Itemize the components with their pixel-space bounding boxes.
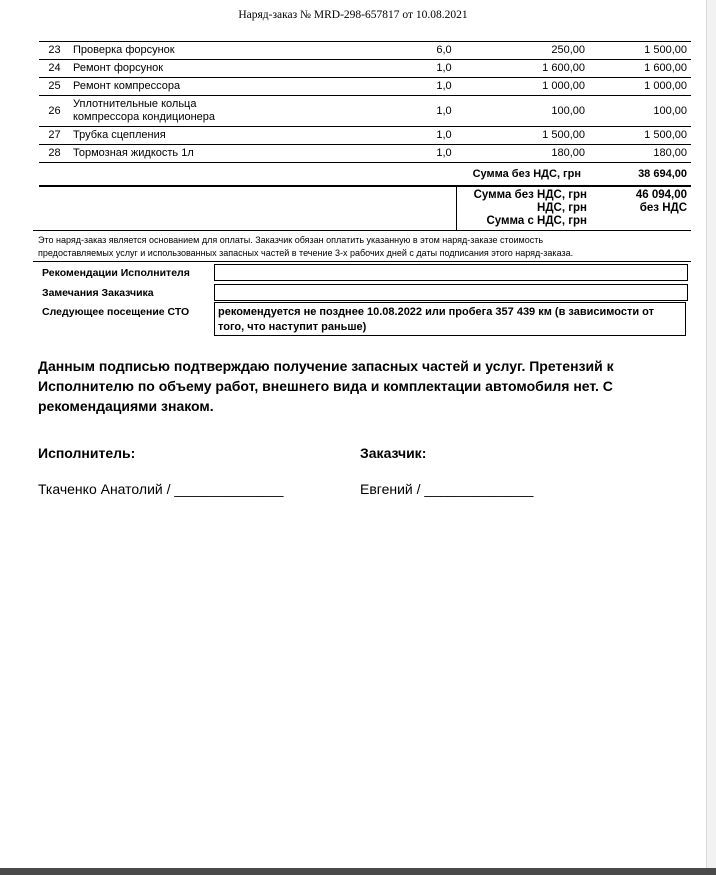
item-number: 26 [39, 96, 70, 127]
item-quantity: 6,0 [406, 42, 482, 60]
item-number: 27 [39, 127, 70, 145]
totals-block [39, 187, 691, 230]
executor-recommendations-label: Рекомендации Исполнителя [42, 267, 190, 279]
table-row [39, 96, 691, 127]
item-name-line-2: компрессора кондиционера [73, 111, 216, 123]
payment-note [38, 234, 698, 260]
totals-bottom-rule [33, 230, 691, 231]
table-row [39, 78, 691, 96]
item-price: 180,00 [482, 145, 603, 163]
document-header: Наряд-заказ № MRD-298-657817 от 10.08.2021 [238, 9, 468, 21]
customer-remarks-label: Замечания Заказчика [42, 287, 154, 299]
executor-signature-label: Исполнитель: [38, 445, 136, 461]
item-name: Ремонт компрессора [70, 78, 406, 96]
total-no-vat-value: 46 094,00 [635, 189, 687, 201]
total-no-vat-label: Сумма без НДС, грн [473, 189, 587, 201]
confirmation-text: Данным подписью подтверждаю получение запасных частей и услуг. Претензий к Исполнителю по объему работ, внешнего вида и комплектации автомобиля нет. С рекомендациями знаком. [38, 358, 614, 414]
table-row [39, 60, 691, 78]
item-name: Тормозная жидкость 1л [70, 145, 406, 163]
totals-divider [456, 187, 457, 230]
item-price: 1 500,00 [482, 127, 603, 145]
next-visit-field: рекомендуется не позднее 10.08.2022 или пробега 357 439 км (в зависимости от того, что наступит раньше) [214, 302, 686, 336]
customer-remarks-field[interactable] [214, 284, 688, 301]
item-number: 25 [39, 78, 70, 96]
item-quantity: 1,0 [406, 60, 482, 78]
next-visit-label: Следующее посещение СТО [42, 306, 190, 318]
item-quantity: 1,0 [406, 96, 482, 127]
item-name-line-1: Уплотнительные кольца [73, 98, 197, 110]
item-quantity: 1,0 [406, 78, 482, 96]
subtotal-value: 38 694,00 [638, 168, 687, 180]
note-bottom-rule [33, 261, 691, 262]
item-number: 23 [39, 42, 70, 60]
customer-signature-line: Евгений / ______________ [360, 481, 534, 497]
customer-signature-label: Заказчик: [360, 445, 427, 461]
item-sum: 1 600,00 [603, 60, 691, 78]
subtotal-label: Сумма без НДС, грн [472, 168, 581, 180]
table-row [39, 127, 691, 145]
item-quantity: 1,0 [406, 127, 482, 145]
payment-note-line-2: предоставляемых услуг и использованных запасных частей в течение 3-х рабочих дней с даты подписания этого наряд-заказа. [38, 248, 574, 258]
item-sum: 1 500,00 [603, 42, 691, 60]
totals-labels [474, 189, 587, 228]
item-price: 1 600,00 [482, 60, 603, 78]
executor-signature-line: Ткаченко Анатолий / ______________ [38, 481, 284, 497]
item-number: 28 [39, 145, 70, 163]
item-sum: 180,00 [603, 145, 691, 163]
payment-note-line-1: Это наряд-заказ является основанием для оплаты. Заказчик обязан оплатить указанную в этом наряд-заказе стоимость [38, 235, 544, 245]
viewer-bottom-bar [0, 868, 716, 875]
item-price: 100,00 [482, 96, 603, 127]
table-row [39, 145, 691, 163]
item-sum: 1 000,00 [603, 78, 691, 96]
item-name: Проверка форсунок [70, 42, 406, 60]
table-row [39, 42, 691, 60]
totals-values [636, 189, 687, 215]
item-name: Ремонт форсунок [70, 60, 406, 78]
item-sum: 100,00 [603, 96, 691, 127]
executor-recommendations-field[interactable] [214, 264, 688, 281]
total-vat-label: НДС, грн [537, 202, 587, 214]
total-with-vat-label: Сумма с НДС, грн [486, 215, 587, 227]
subtotal-row [39, 165, 691, 187]
item-price: 250,00 [482, 42, 603, 60]
total-vat-value: без НДС [639, 202, 687, 214]
item-quantity: 1,0 [406, 145, 482, 163]
viewer-gutter [707, 0, 716, 875]
item-number: 24 [39, 60, 70, 78]
item-name: Трубка сцепления [70, 127, 406, 145]
items-table [39, 41, 691, 163]
item-name [70, 96, 406, 127]
item-sum: 1 500,00 [603, 127, 691, 145]
item-price: 1 000,00 [482, 78, 603, 96]
